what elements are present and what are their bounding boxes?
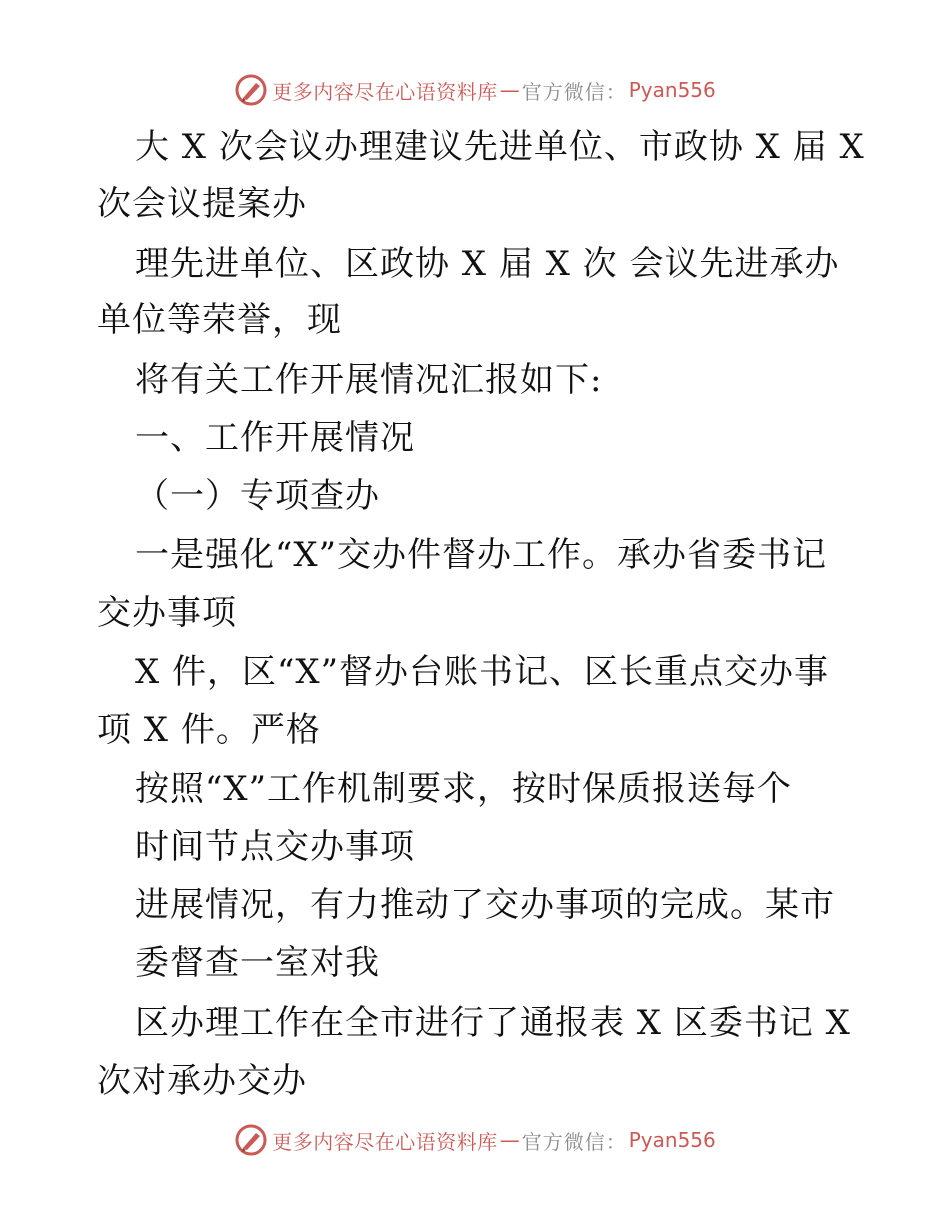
- header-watermark-banner: [0, 70, 950, 110]
- banner-wechat-label: 官方微信：: [521, 79, 627, 104]
- body-line-13: 时间节点交办事项: [135, 827, 415, 867]
- banner-brand-text: 更多内容尽在心语资料库: [272, 1129, 498, 1154]
- body-line-10: X 件，区“X”督办台账书记、区长重点交办事: [135, 652, 829, 692]
- body-line-1: 大 X 次会议办理建议先进单位、市政协 X 届 X: [135, 127, 865, 167]
- banner-brand-text: 更多内容尽在心语资料库: [272, 79, 498, 104]
- body-line-8: 一是强化“X”交办件督办工作。承办省委书记: [135, 535, 827, 575]
- footer-watermark-banner: [0, 1120, 950, 1160]
- banner-wechat-id: Pyan556: [628, 1128, 716, 1152]
- section-heading: 一、工作开展情况: [135, 418, 415, 458]
- body-line-12: 按照“X”工作机制要求，按时保质报送每个: [135, 769, 792, 809]
- body-line-2: 次会议提案办: [97, 184, 307, 224]
- banner-dash: —: [499, 1128, 520, 1152]
- body-line-9: 交办事项: [97, 593, 237, 633]
- pen-logo-icon: [234, 1123, 268, 1157]
- body-line-5: 将有关工作开展情况汇报如下:: [135, 360, 603, 400]
- subsection-heading: （一）专项查办: [135, 476, 380, 516]
- pen-logo-icon: [234, 73, 268, 107]
- body-line-14: 进展情况，有力推动了交办事项的完成。某市: [135, 885, 835, 925]
- banner-dash: —: [499, 78, 520, 102]
- body-line-15: 委督查一室对我: [135, 943, 380, 983]
- body-line-11: 项 X 件。严格: [97, 710, 321, 750]
- body-line-3: 理先进单位、区政协 X 届 X 次 会议先进承办: [135, 244, 840, 284]
- banner-wechat-id: Pyan556: [628, 78, 716, 102]
- body-line-17: 次对承办交办: [97, 1061, 307, 1101]
- body-line-16: 区办理工作在全市进行了通报表 X 区委书记 X: [135, 1003, 851, 1043]
- banner-wechat-label: 官方微信：: [521, 1129, 627, 1154]
- body-line-4: 单位等荣誉，现: [97, 300, 342, 340]
